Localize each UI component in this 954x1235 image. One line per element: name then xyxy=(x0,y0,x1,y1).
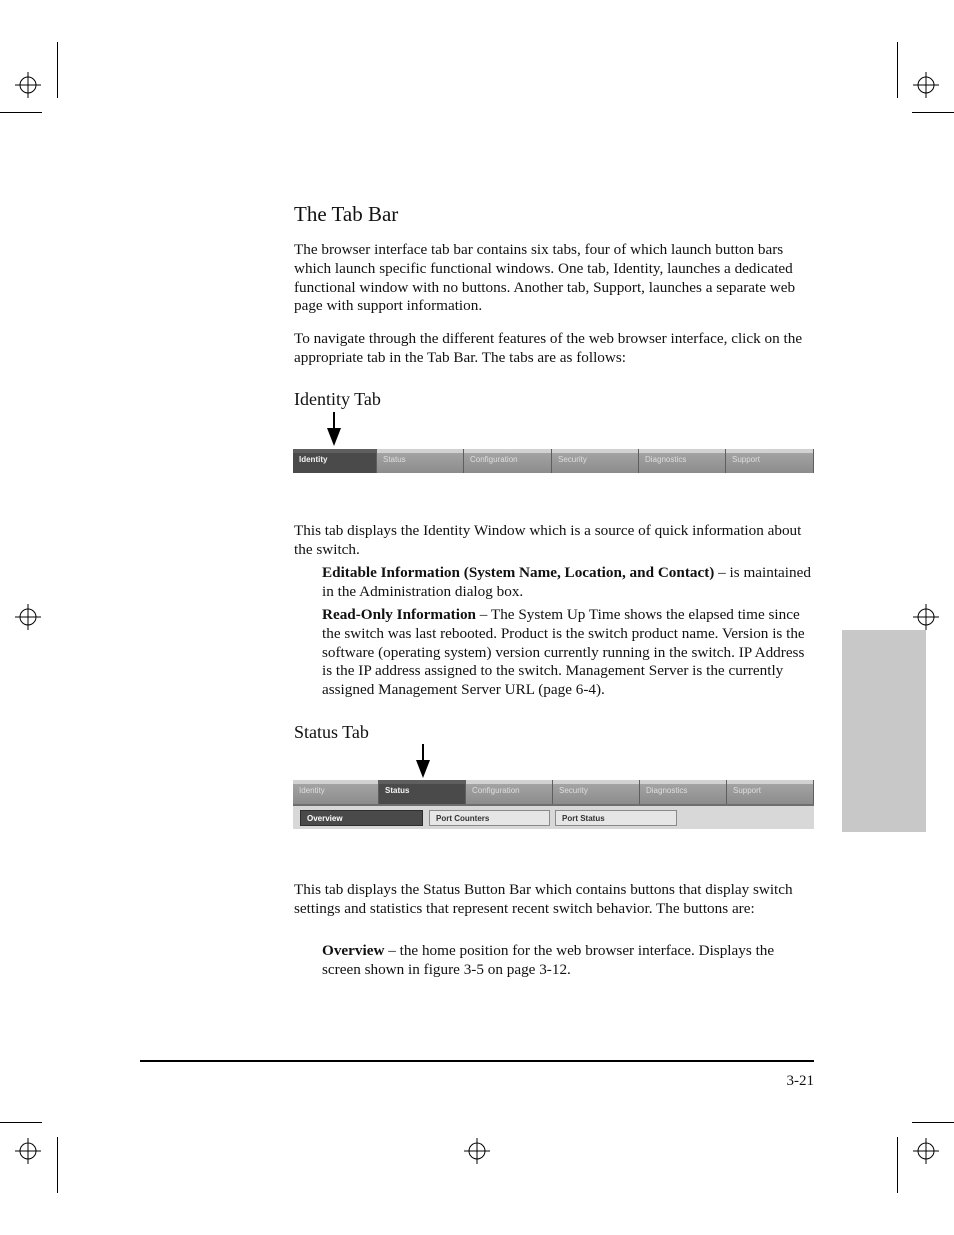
overview-button[interactable]: Overview xyxy=(300,810,423,826)
crop-mark xyxy=(897,1137,898,1193)
registration-mark-icon xyxy=(913,1138,939,1164)
tab-security[interactable]: Security xyxy=(553,780,640,804)
tab-identity[interactable]: Identity xyxy=(293,780,379,804)
intro-paragraph: The browser interface tab bar contains six tabs, four of which launch button bars which launch specific functional windows. One tab, Identity, launches a dedicated functional window with no buttons. Another tab, Support, launches a separate web page with support information. xyxy=(294,241,796,315)
page-number: 3-21 xyxy=(786,1073,814,1089)
identity-item-editable xyxy=(322,564,816,602)
tab-configuration[interactable]: Configuration xyxy=(466,780,553,804)
tab-security[interactable]: Security xyxy=(552,449,639,473)
item-term: Read-Only Information xyxy=(322,606,476,623)
down-arrow-icon xyxy=(416,744,430,778)
crop-mark xyxy=(897,42,898,98)
tab-configuration[interactable]: Configuration xyxy=(464,449,552,473)
status-item-overview xyxy=(322,942,816,980)
tab-status[interactable]: Status xyxy=(379,780,466,804)
intro-paragraph: To navigate through the different features of the web browser interface, click on the appropriate tab in the Tab Bar. The tabs are as follows: xyxy=(294,330,803,366)
crop-mark xyxy=(0,112,42,113)
chapter-thumb-tab xyxy=(842,630,926,832)
status-button-bar xyxy=(293,804,814,829)
registration-mark-icon xyxy=(15,1138,41,1164)
status-tab-heading: Status Tab xyxy=(294,722,369,742)
registration-mark-icon xyxy=(913,604,939,630)
crop-mark xyxy=(0,1122,42,1123)
item-term: Overview xyxy=(322,942,385,959)
port-counters-button[interactable]: Port Counters xyxy=(429,810,550,826)
registration-mark-icon xyxy=(464,1138,490,1164)
tab-diagnostics[interactable]: Diagnostics xyxy=(640,780,727,804)
footer-rule xyxy=(140,1060,814,1062)
crop-mark xyxy=(912,112,954,113)
identity-tab-bar-screenshot xyxy=(293,449,814,473)
crop-mark xyxy=(57,1137,58,1193)
down-arrow-icon xyxy=(327,412,341,446)
tab-diagnostics[interactable]: Diagnostics xyxy=(639,449,726,473)
identity-tab-heading: Identity Tab xyxy=(294,389,381,409)
registration-mark-icon xyxy=(15,604,41,630)
tab-support[interactable]: Support xyxy=(726,449,814,473)
page-title: The Tab Bar xyxy=(294,202,399,226)
item-term: Editable Information (System Name, Location, and Contact) xyxy=(322,564,715,581)
port-status-button[interactable]: Port Status xyxy=(555,810,677,826)
identity-description: This tab displays the Identity Window which is a source of quick information about the switch. xyxy=(294,522,802,558)
tab-identity[interactable]: Identity xyxy=(293,449,377,473)
tab-status[interactable]: Status xyxy=(377,449,464,473)
crop-mark xyxy=(912,1122,954,1123)
item-text: – is maintained in the Administration dialog box. xyxy=(322,564,811,600)
item-text: – The System Up Time shows the elapsed time since the switch was last rebooted. Product is the switch product name. Version is the software (operating system) version currently running in the switch. IP Address is the IP address assigned to the switch. Management Server is the currently assigned Management Server URL (page 6-4). xyxy=(322,606,805,699)
registration-mark-icon xyxy=(913,72,939,98)
crop-mark xyxy=(57,42,58,98)
identity-item-readonly xyxy=(322,606,816,700)
registration-mark-icon xyxy=(15,72,41,98)
tab-support[interactable]: Support xyxy=(727,780,814,804)
item-text: – the home position for the web browser interface. Displays the screen shown in figure 3-5 on page 3-12. xyxy=(322,942,775,978)
status-tab-bar-screenshot xyxy=(293,780,814,829)
status-description: This tab displays the Status Button Bar which contains buttons that display switch settings and statistics that represent recent switch behavior. The buttons are: xyxy=(294,881,793,917)
